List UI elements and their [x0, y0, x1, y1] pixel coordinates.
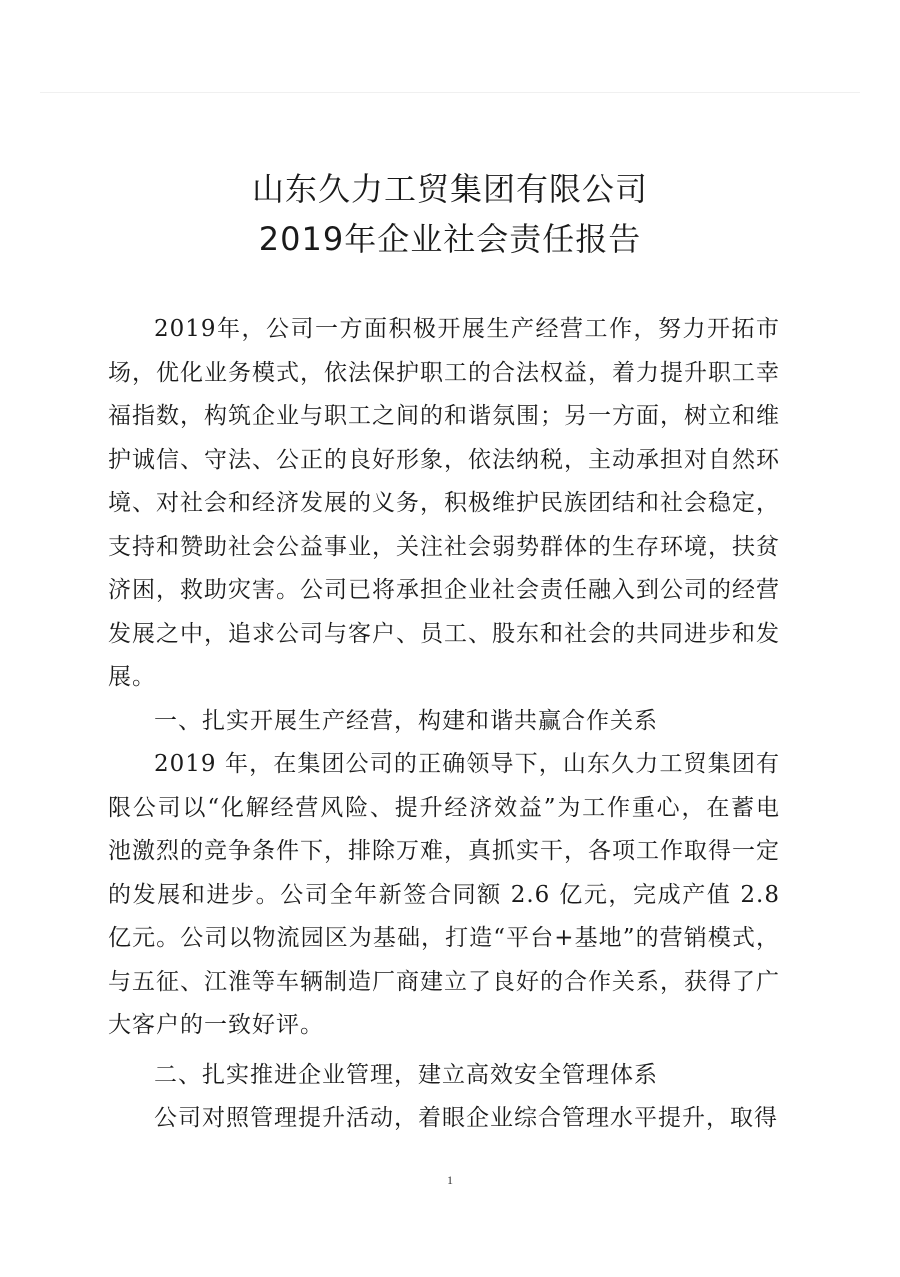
report-body [108, 308, 780, 1141]
title-report: 2019年企业社会责任报告 [258, 220, 642, 258]
section-2-paragraph: 公司对照管理提升活动，着眼企业综合管理水平提升，取得 [154, 1105, 778, 1131]
page-number: 1 [447, 1173, 453, 1187]
section-1-heading: 一、扎实开展生产经营，构建和谐共赢合作关系 [154, 707, 658, 734]
report-title [0, 164, 900, 264]
scan-edge-line [40, 92, 860, 93]
intro-paragraph: 2019年，公司一方面积极开展生产经营工作，努力开拓市场，优化业务模式，依法保护职工的合法权益，着力提升职工幸福指数，构筑企业与职工之间的和谐氛围；另一方面，树立和维护诚信、守法、公正的良好形象，依法纳税，主动承担对自然环境、对社会和经济发展的义务，积极维护民族团结和社会稳定，支持和赞助社会公益事业，关注社会弱势群体的生存环境，扶贫济困，救助灾害。公司已将承担企业社会责任融入到公司的经营发展之中，追求公司与客户、员工、股东和社会的共同进步和发展。 [108, 316, 780, 690]
section-1-paragraph: 2019 年，在集团公司的正确领导下，山东久力工贸集团有限公司以“化解经营风险、提升经济效益”为工作重心，在蓄电池激烈的竞争条件下，排除万难，真抓实干，各项工作取得一定的发展和进步。公司全年新签合同额 2.6 亿元，完成产值 2.8 亿元。公司以物流园区为基础，打造“平台+基地”的营销模式，与五征、江淮等车辆制造厂商建立了良好的合作关系，获得了广大客户的一致好评。 [108, 751, 780, 1038]
title-company: 山东久力工贸集团有限公司 [251, 170, 648, 208]
section-2-heading: 二、扎实推进企业管理，建立高效安全管理体系 [154, 1061, 658, 1088]
